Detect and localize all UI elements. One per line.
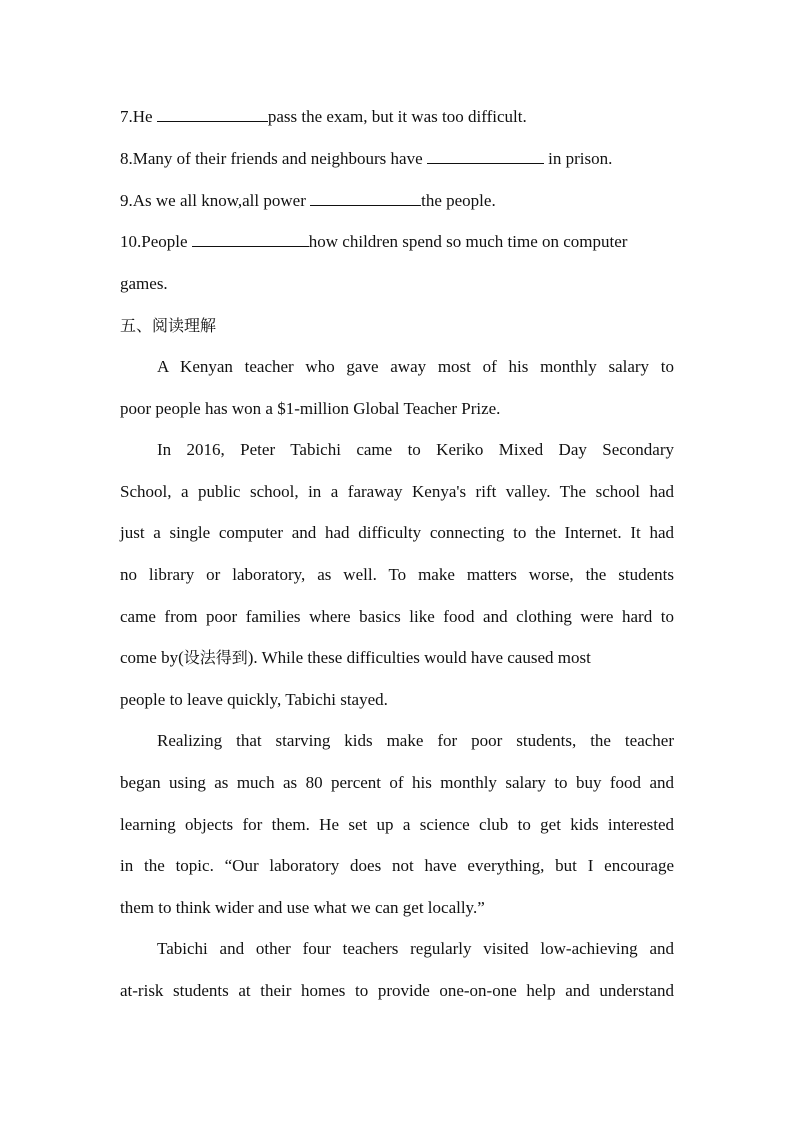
passage-p3-line-3: learning objects for them. He set up a science club to get kids interested bbox=[120, 815, 674, 834]
passage-p2-line-4: no library or laboratory, as well. To make matters worse, the students bbox=[120, 565, 674, 584]
passage-p2-line-5: came from poor families where basics like food and clothing were hard to bbox=[120, 607, 674, 626]
question-9 bbox=[120, 189, 674, 213]
passage-p2-line-6-after: ). While these difficulties would have caused most bbox=[247, 648, 591, 667]
answer-blank-7[interactable] bbox=[157, 106, 268, 122]
question-9-suffix: the people. bbox=[421, 191, 496, 210]
passage-p2-line-7: people to leave quickly, Tabichi stayed. bbox=[120, 690, 388, 709]
passage-p4-line-1: Tabichi and other four teachers regularly visited low-achieving and bbox=[157, 939, 674, 958]
answer-blank-9[interactable] bbox=[310, 190, 421, 206]
answer-blank-8[interactable] bbox=[427, 148, 544, 164]
question-8 bbox=[120, 147, 674, 171]
passage-p3-line-5: them to think wider and use what we can get locally.” bbox=[120, 898, 485, 917]
passage-p4-line-2: at-risk students at their homes to provide one-on-one help and understand bbox=[120, 981, 674, 1000]
passage-p3-line-1: Realizing that starving kids make for poor students, the teacher bbox=[157, 731, 674, 750]
passage-p2-line-2: School, a public school, in a faraway Kenya's rift valley. The school had bbox=[120, 482, 674, 501]
question-10 bbox=[120, 230, 674, 254]
passage-p3-line-2: began using as much as 80 percent of his monthly salary to buy food and bbox=[120, 773, 674, 792]
question-10-suffix: how children spend so much time on computer bbox=[308, 232, 628, 251]
question-10-continuation: games. bbox=[120, 274, 168, 293]
passage-p3-line-4: in the topic. “Our laboratory does not have everything, but I encourage bbox=[120, 856, 674, 875]
question-7 bbox=[120, 105, 674, 129]
passage-p2-line-6-before: come by( bbox=[120, 648, 184, 667]
question-8-suffix: in prison. bbox=[543, 149, 613, 168]
passage-p1-line-1: A Kenyan teacher who gave away most of his monthly salary to bbox=[157, 357, 674, 376]
chinese-gloss: 设法得到 bbox=[183, 648, 248, 667]
passage-p2-line-6 bbox=[120, 646, 674, 670]
question-7-prefix: 7.He bbox=[120, 107, 157, 126]
question-7-suffix: pass the exam, but it was too difficult. bbox=[267, 107, 527, 126]
question-10-prefix: 10.People bbox=[120, 232, 192, 251]
question-8-prefix: 8.Many of their friends and neighbours have bbox=[120, 149, 427, 168]
passage-p2-line-3: just a single computer and had difficulty connecting to the Internet. It had bbox=[120, 523, 674, 542]
answer-blank-10[interactable] bbox=[192, 231, 309, 247]
passage-p1-line-2: poor people has won a $1-million Global Teacher Prize. bbox=[120, 399, 501, 418]
section-heading: 五、阅读理解 bbox=[120, 316, 217, 335]
passage-p2-line-1: In 2016, Peter Tabichi came to Keriko Mixed Day Secondary bbox=[157, 440, 674, 459]
question-9-prefix: 9.As we all know,all power bbox=[120, 191, 311, 210]
